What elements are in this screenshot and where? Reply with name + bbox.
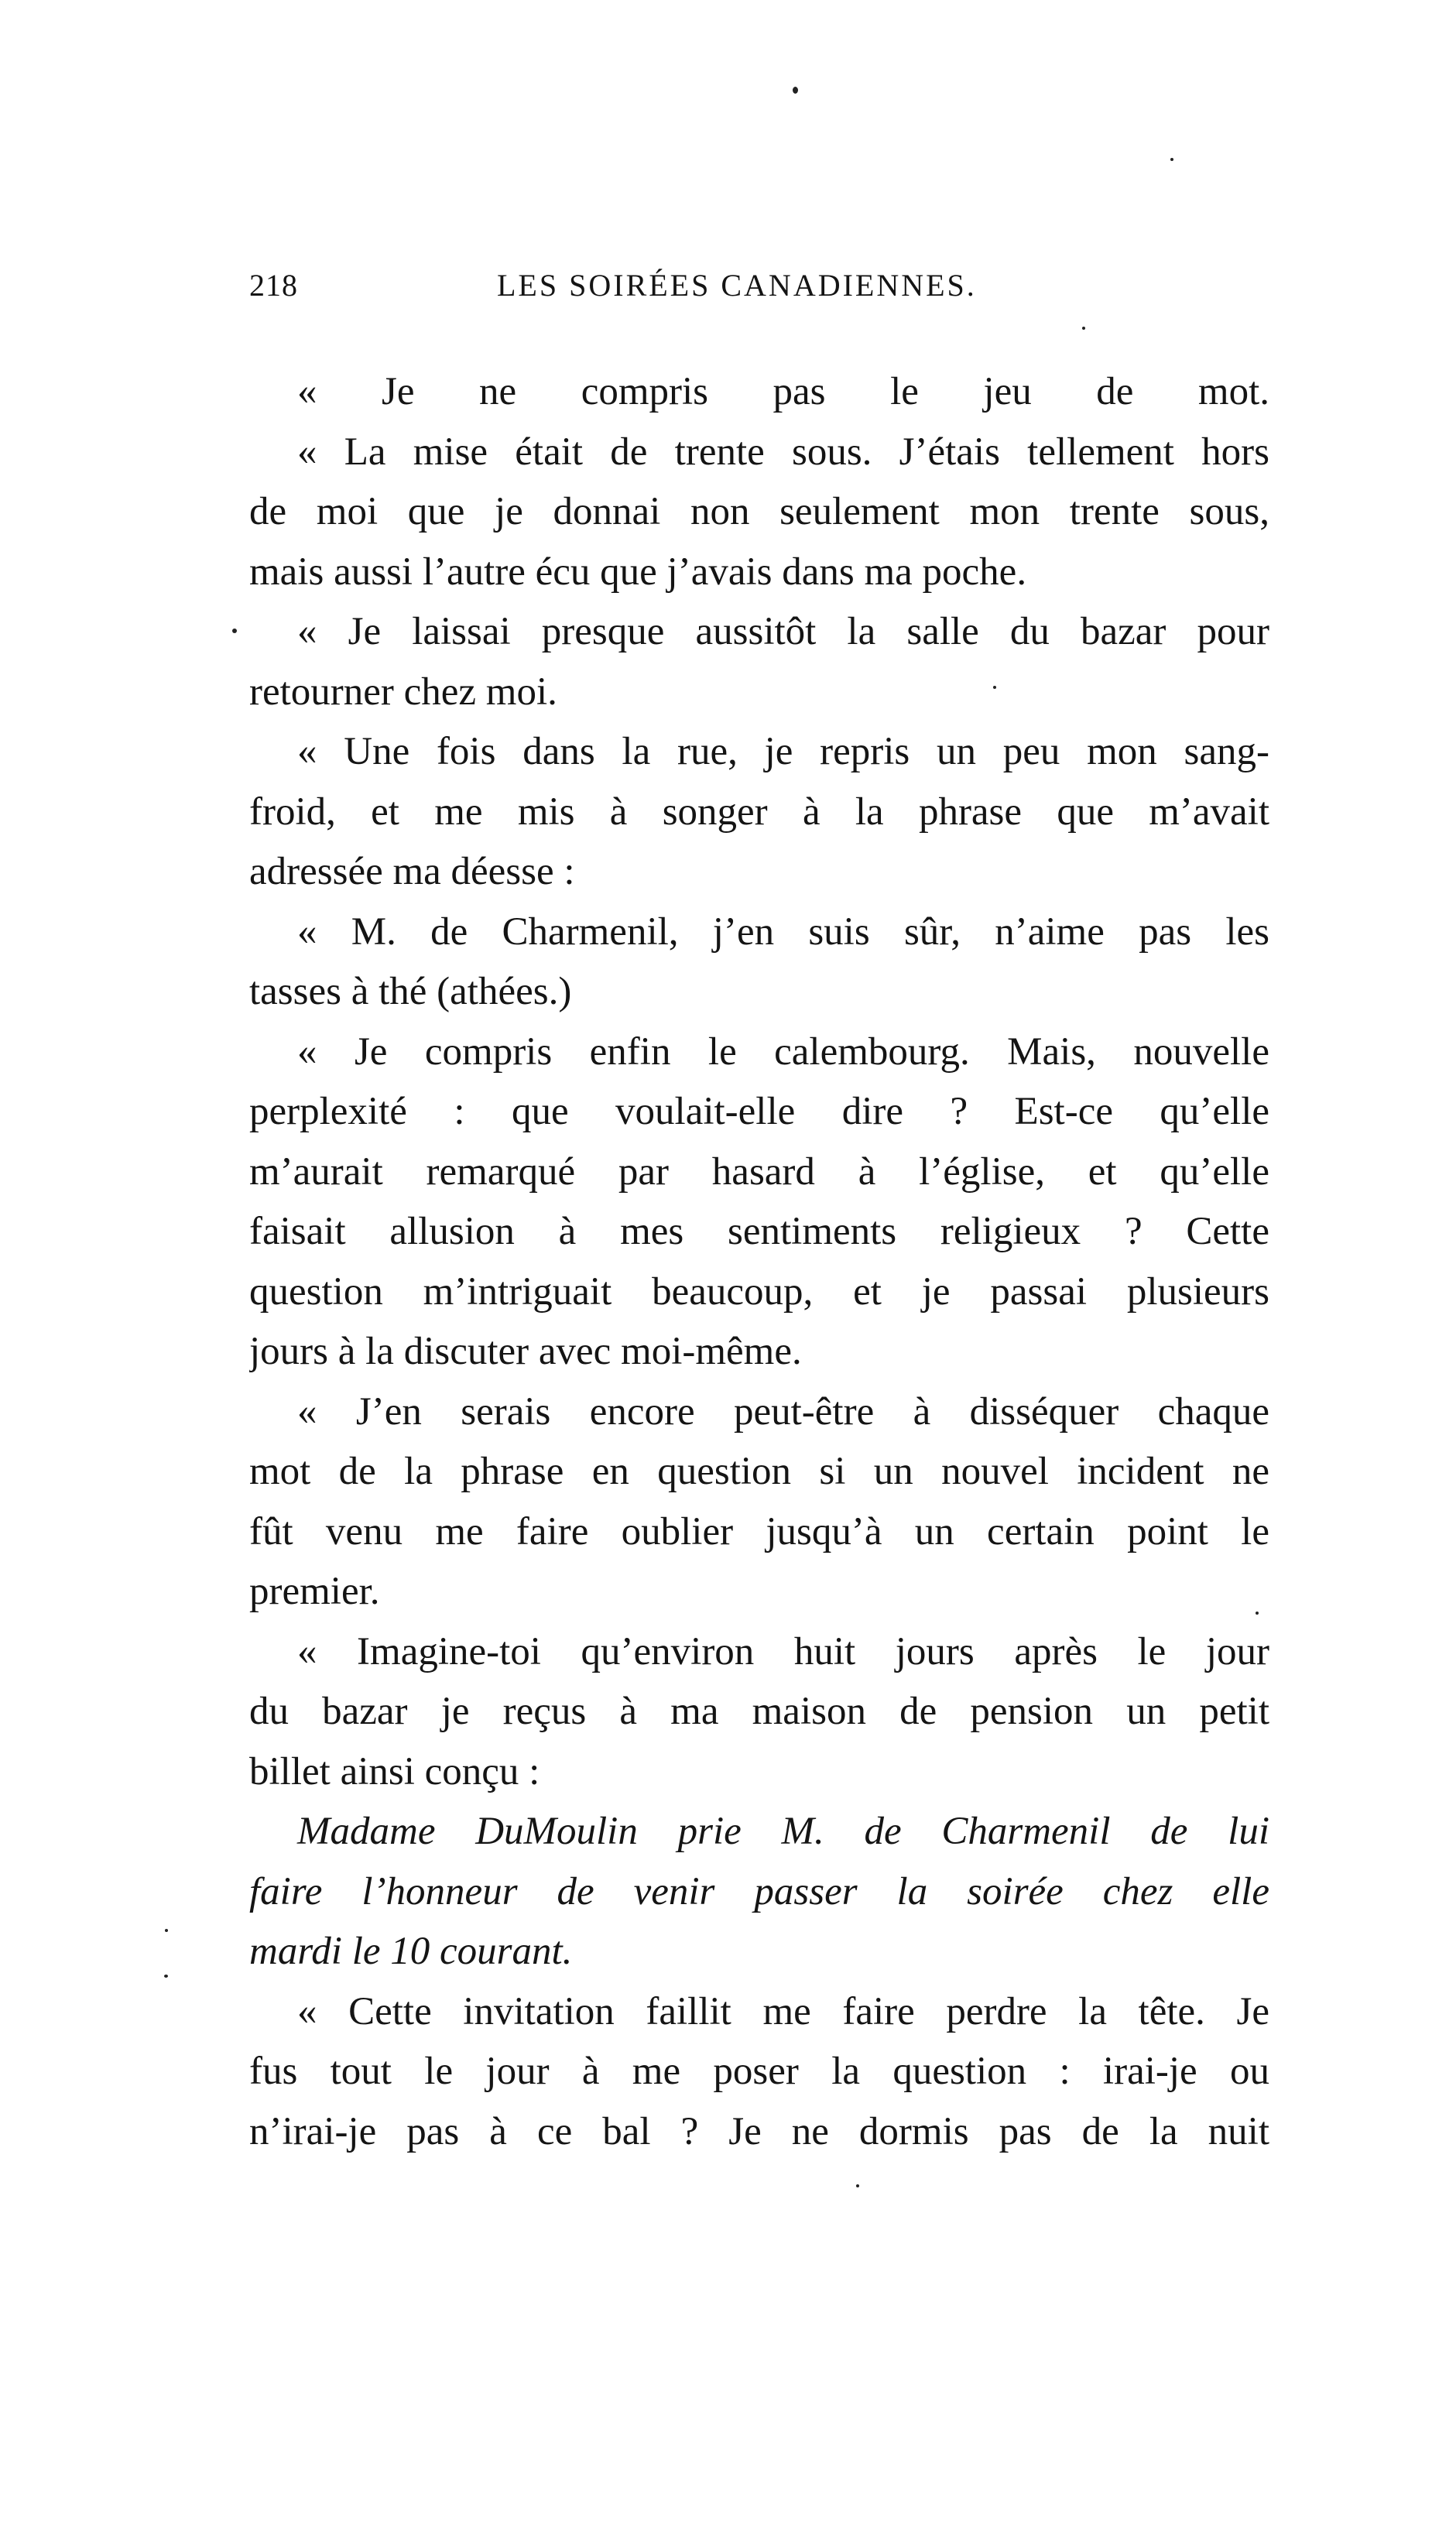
text-line: jours à la discuter avec moi-même. [249, 1330, 802, 1373]
page-number: 218 [249, 268, 298, 303]
text-line: m’aurait remarqué par hasard à l’église, et qu’elle [249, 1149, 1269, 1194]
print-speck [793, 87, 798, 94]
print-speck [165, 1929, 168, 1932]
text-line: faisait allusion à mes sentiments religieux ? Cette [249, 1210, 1269, 1253]
print-speck [164, 1975, 168, 1978]
print-speck [1256, 1612, 1259, 1615]
text-line: question m’intriguait beaucoup, et je passai plusieurs [249, 1269, 1269, 1314]
text-line: premier. [249, 1570, 380, 1613]
text-line: « J’en serais encore peut-être à disséquer chaque [297, 1389, 1269, 1434]
body-text [249, 362, 1269, 2162]
text-line: fus tout le jour à me poser la question : irai-je ou [249, 2050, 1269, 2093]
print-speck [1170, 158, 1173, 161]
text-line: du bazar je reçus à ma maison de pension un petit [249, 1690, 1269, 1733]
text-line: tasses à thé (athées.) [249, 970, 572, 1013]
text-line: « Je laissai presque aussitôt la salle du bazar pour [297, 610, 1269, 653]
text-line: « Je ne compris pas le jeu de mot. [297, 370, 1269, 413]
text-line: retourner chez moi. [249, 670, 557, 714]
text-line: « La mise était de trente sous. J’étais tellement hors [297, 430, 1269, 474]
text-line: perplexité : que voulait-elle dire ? Est-ce qu’elle [249, 1090, 1269, 1133]
text-line: « Cette invitation faillit me faire perdre la tête. Je [297, 1989, 1269, 2033]
text-line: fût venu me faire oublier jusqu’à un certain point le [249, 1509, 1269, 1553]
text-line: billet ainsi conçu : [249, 1749, 540, 1793]
text-line: mot de la phrase en question si un nouvel incident ne [249, 1450, 1269, 1493]
print-speck [1082, 327, 1085, 330]
print-speck [232, 629, 237, 633]
text-line: « M. de Charmenil, j’en suis sûr, n’aime pas les [297, 909, 1269, 954]
running-title: LES SOIRÉES CANADIENNES. [497, 268, 977, 303]
invitation-line: mardi le 10 courant. [249, 1930, 573, 1973]
text-line: « Imagine-toi qu’environ huit jours après le jour [297, 1629, 1269, 1673]
invitation-line: faire l’honneur de venir passer la soirée chez elle [249, 1869, 1269, 1913]
text-line: mais aussi l’autre écu que j’avais dans ma poche. [249, 550, 1027, 594]
running-head [249, 267, 1269, 313]
print-speck [856, 2184, 859, 2187]
text-line: de moi que je donnai non seulement mon trente sous, [249, 490, 1269, 533]
text-line: adressée ma déesse : [249, 850, 575, 893]
invitation-line: Madame DuMoulin prie M. de Charmenil de lui [297, 1810, 1269, 1853]
text-line: froid, et me mis à songer à la phrase que m’avait [249, 790, 1269, 834]
text-line: « Une fois dans la rue, je repris un peu mon sang- [297, 730, 1269, 773]
text-line: « Je compris enfin le calembourg. Mais, nouvelle [297, 1029, 1269, 1074]
text-line: n’irai-je pas à ce bal ? Je ne dormis pas de la nuit [249, 2109, 1269, 2153]
print-speck [993, 686, 996, 689]
